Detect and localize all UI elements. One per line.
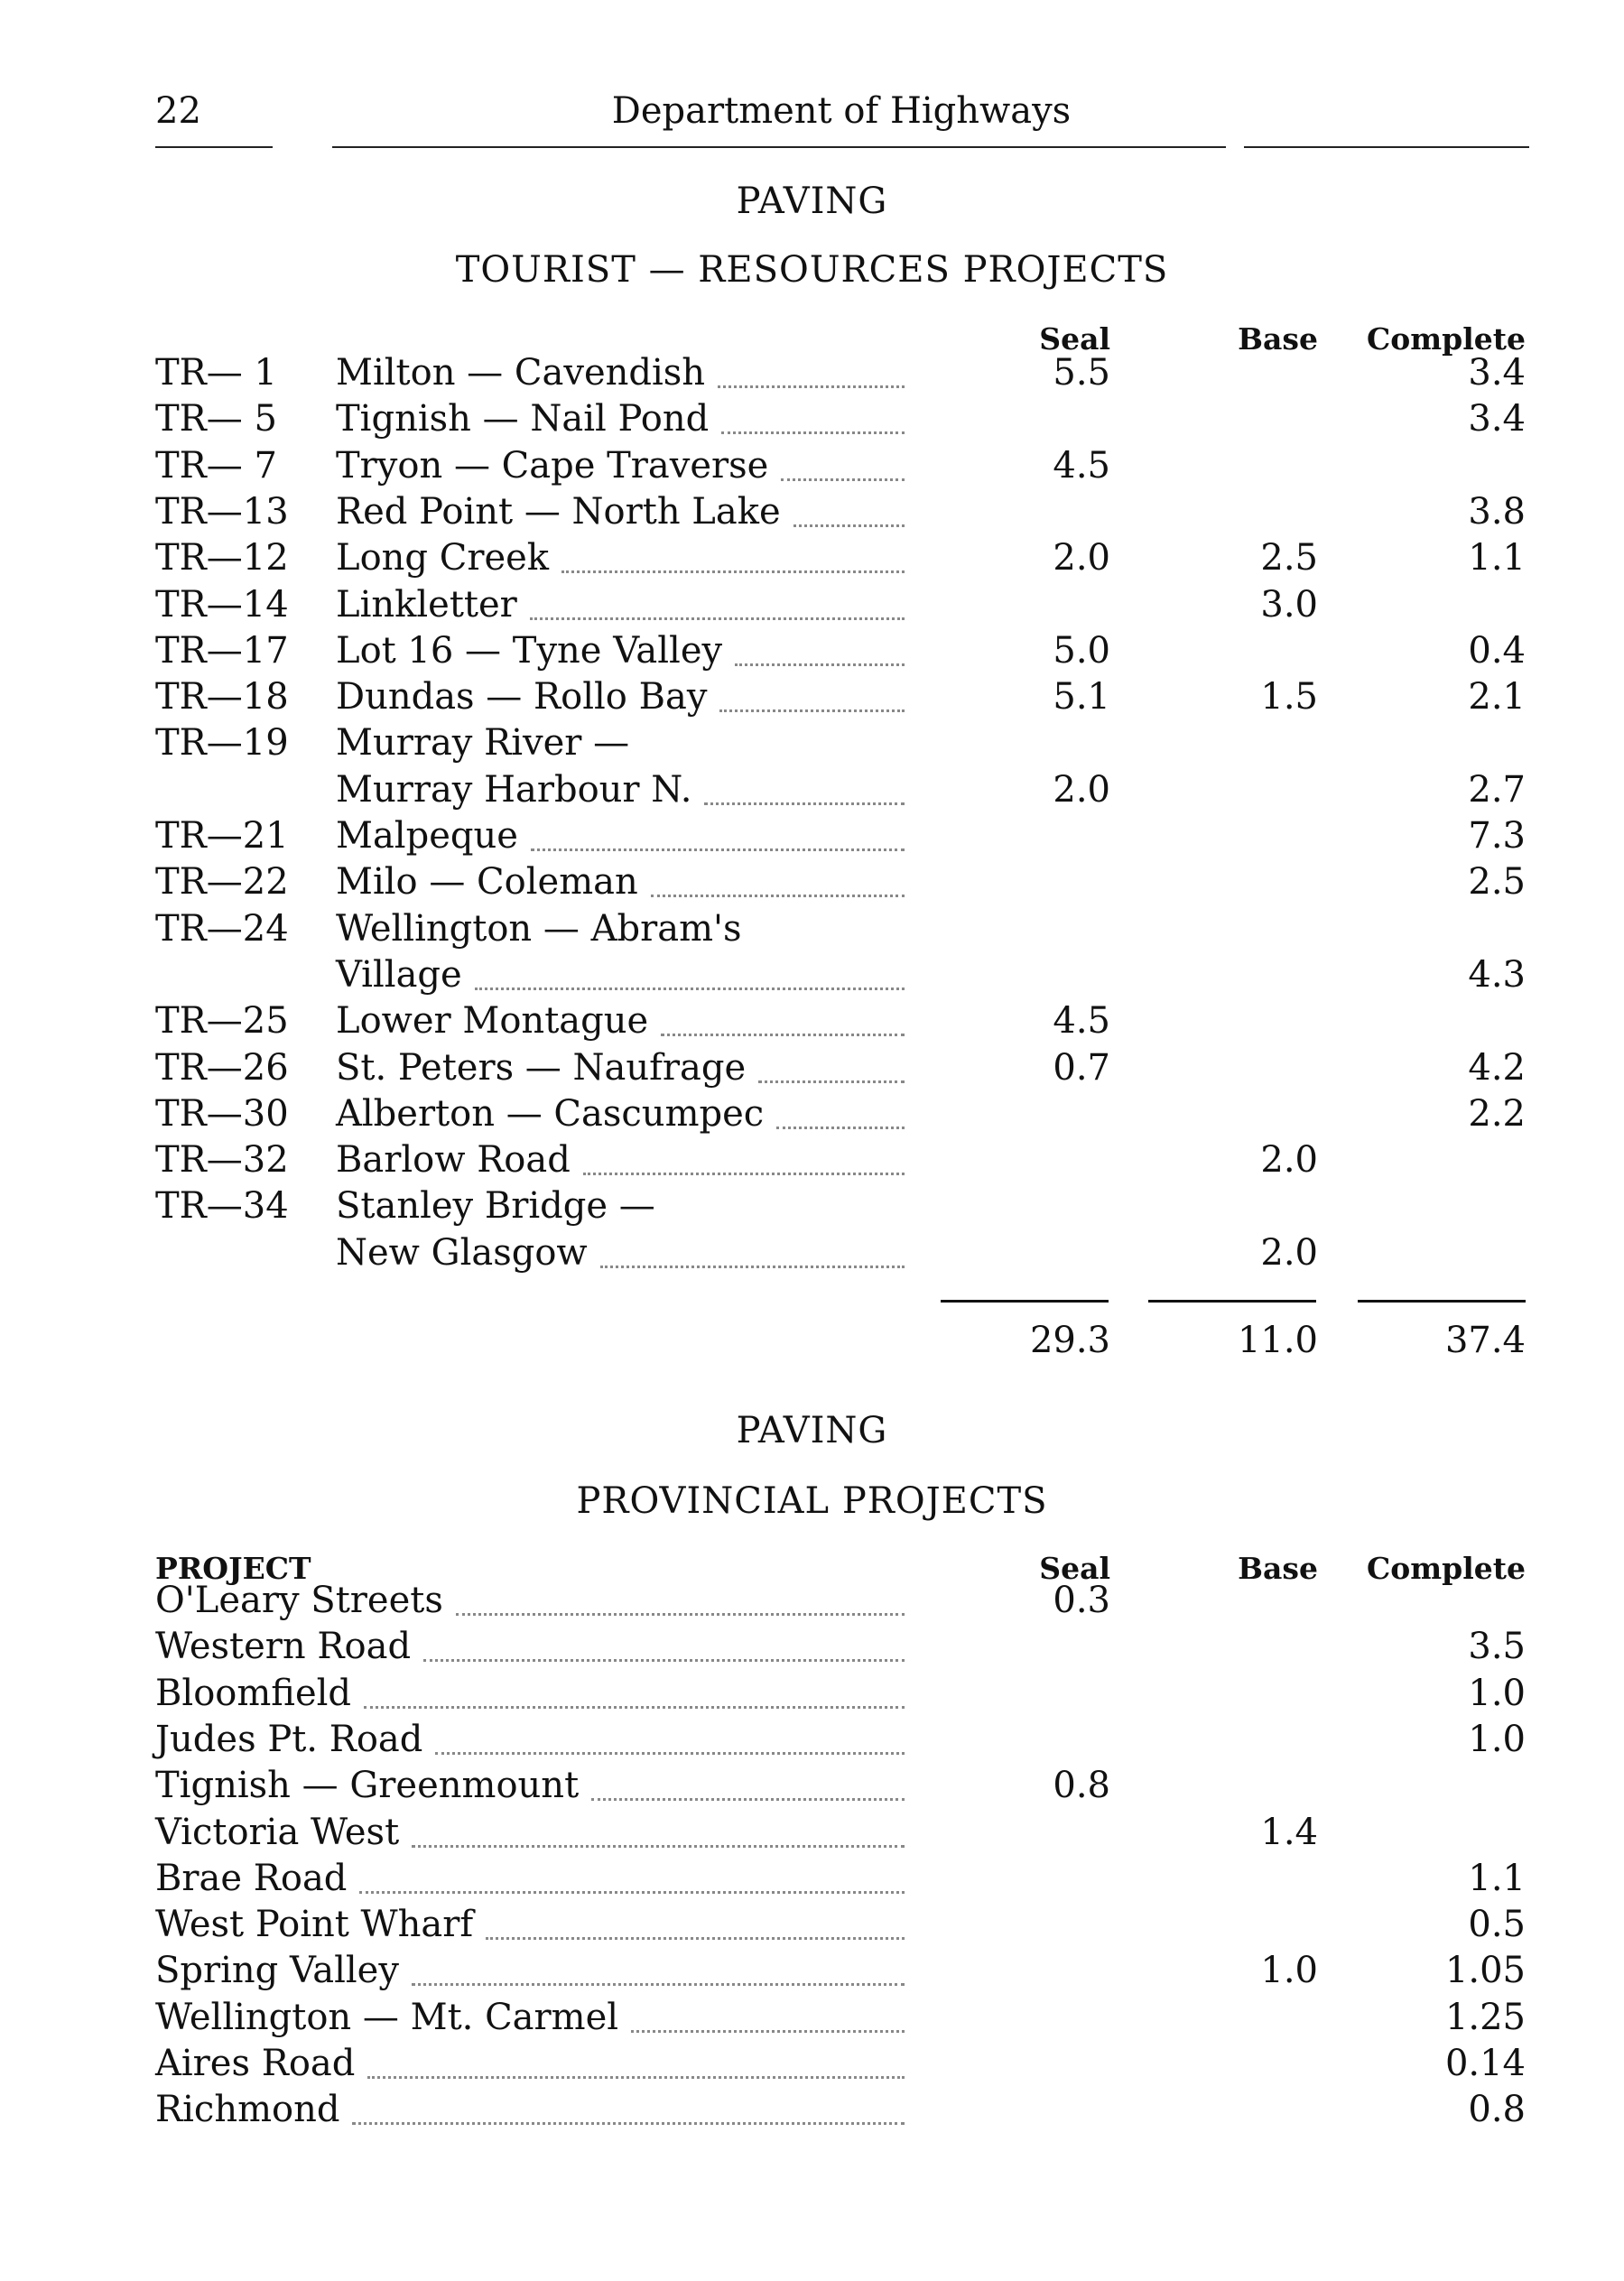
page-header [155, 90, 1527, 144]
project-name: Lower Montague [336, 1000, 905, 1047]
total-seal: 29.3 [1029, 1320, 1110, 1361]
complete-value: 2.1 [1468, 676, 1526, 719]
table-row [0, 1580, 1624, 1627]
leader-dots [781, 478, 905, 481]
complete-value: 4.2 [1468, 1046, 1526, 1089]
table-row [0, 815, 1624, 862]
table-row [0, 1232, 1624, 1279]
project-name: Lot 16 — Tyne Valley [336, 630, 905, 677]
leader-dots [530, 617, 905, 620]
leader-dots [661, 1034, 905, 1036]
project-name: Victoria West [155, 1812, 905, 1859]
complete-value: 3.4 [1468, 352, 1526, 394]
project-name: New Glasgow [336, 1232, 905, 1279]
project-name: O'Leary Streets [155, 1580, 905, 1627]
tourist-totals-row [0, 1320, 1624, 1367]
complete-value: 1.1 [1468, 1857, 1526, 1899]
base-value: 1.4 [1260, 1811, 1318, 1853]
complete-value: 7.3 [1468, 815, 1526, 857]
project-name: Malpeque [336, 815, 905, 862]
leader-dots [704, 802, 905, 805]
table-row [0, 861, 1624, 908]
header-rule [1244, 146, 1529, 148]
table-row [0, 1626, 1624, 1673]
provincial-col-base: Base [1238, 1551, 1318, 1586]
complete-value: 0.5 [1468, 1904, 1526, 1946]
tourist-section-subtitle: TOURIST — RESOURCES PROJECTS [455, 249, 1169, 291]
project-code: TR— 1 [155, 352, 277, 394]
project-name: Judes Pt. Road [155, 1719, 905, 1766]
leader-dots [352, 2122, 905, 2125]
table-row [0, 908, 1624, 955]
seal-value: 5.0 [1053, 629, 1110, 672]
project-code: TR—12 [155, 537, 289, 580]
project-name: Aires Road [155, 2043, 905, 2090]
table-row [0, 769, 1624, 816]
seal-value: 5.1 [1053, 676, 1110, 719]
leader-dots [583, 1173, 905, 1175]
leader-dots [423, 1659, 905, 1662]
table-row [0, 1858, 1624, 1905]
leader-dots [721, 431, 905, 434]
table-row [0, 1000, 1624, 1047]
project-code: TR—14 [155, 583, 289, 626]
leader-dots [591, 1798, 905, 1801]
leader-dots [631, 2030, 905, 2033]
project-name: Linkletter [336, 584, 905, 631]
table-row [0, 630, 1624, 677]
table-row [0, 491, 1624, 538]
total-base: 11.0 [1237, 1320, 1318, 1361]
provincial-col-project: PROJECT [155, 1551, 311, 1586]
table-row [0, 1950, 1624, 1997]
project-name: St. Peters — Naufrage [336, 1047, 905, 1094]
table-row [0, 445, 1624, 492]
project-name: Tryon — Cape Traverse [336, 445, 905, 492]
project-name: Barlow Road [336, 1139, 905, 1186]
project-name: Milo — Coleman [336, 861, 905, 908]
table-row [0, 954, 1624, 1001]
total-rule [1358, 1300, 1526, 1303]
leader-dots [364, 1706, 905, 1709]
project-name: Spring Valley [155, 1950, 905, 1997]
leader-dots [718, 385, 905, 388]
base-value: 2.0 [1260, 1139, 1318, 1182]
complete-value: 1.05 [1444, 1950, 1526, 1992]
leader-dots [486, 1937, 905, 1940]
complete-value: 1.0 [1468, 1718, 1526, 1760]
leader-dots [412, 1845, 905, 1848]
table-row [0, 584, 1624, 631]
project-name: Murray River — [336, 722, 630, 765]
tourist-col-seal: Seal [1039, 321, 1110, 357]
project-code: TR—32 [155, 1139, 289, 1182]
seal-value: 2.0 [1053, 768, 1110, 811]
complete-value: 0.8 [1468, 2089, 1526, 2131]
project-code: TR—18 [155, 676, 289, 719]
complete-value: 1.1 [1468, 537, 1526, 580]
project-name: Wellington — Mt. Carmel [155, 1997, 905, 2044]
table-row [0, 1673, 1624, 1720]
project-code: TR—34 [155, 1185, 289, 1228]
provincial-col-complete: Complete [1366, 1551, 1526, 1586]
table-row [0, 676, 1624, 723]
complete-value: 2.5 [1468, 861, 1526, 904]
project-code: TR— 5 [155, 398, 277, 440]
complete-value: 0.4 [1468, 629, 1526, 672]
seal-value: 2.0 [1053, 537, 1110, 580]
leader-dots [651, 895, 905, 897]
leader-dots [600, 1266, 905, 1268]
seal-value: 4.5 [1053, 444, 1110, 487]
table-row [0, 1812, 1624, 1859]
total-rule [1148, 1300, 1316, 1303]
project-name: Red Point — North Lake [336, 491, 905, 538]
project-name: Tignish — Nail Pond [336, 398, 905, 445]
table-row [0, 1765, 1624, 1812]
table-row [0, 2089, 1624, 2136]
table-row [0, 1093, 1624, 1140]
provincial-col-seal: Seal [1039, 1551, 1110, 1586]
project-name: West Point Wharf [155, 1904, 905, 1951]
leader-dots [359, 1891, 905, 1894]
total-rule [941, 1300, 1109, 1303]
complete-value: 4.3 [1468, 953, 1526, 996]
project-name: Alberton — Cascumpec [336, 1093, 905, 1140]
complete-value: 0.14 [1444, 2043, 1526, 2084]
tourist-section-title: PAVING [736, 181, 888, 222]
seal-value: 0.3 [1053, 1580, 1110, 1621]
project-name: Richmond [155, 2089, 905, 2136]
leader-dots [475, 988, 905, 990]
table-row [0, 1139, 1624, 1186]
project-name: Stanley Bridge — [336, 1185, 655, 1228]
project-name: Bloomfield [155, 1673, 905, 1720]
leader-dots [735, 663, 905, 666]
project-code: TR—19 [155, 722, 289, 765]
seal-value: 0.8 [1053, 1765, 1110, 1807]
project-name: Brae Road [155, 1858, 905, 1905]
project-name: Village [336, 954, 905, 1001]
project-code: TR— 7 [155, 444, 277, 487]
complete-value: 3.5 [1468, 1626, 1526, 1668]
project-name: Tignish — Greenmount [155, 1765, 905, 1812]
leader-dots [435, 1752, 905, 1755]
project-code: TR—22 [155, 861, 289, 904]
table-row [0, 1997, 1624, 2044]
leader-dots [412, 1983, 905, 1986]
leader-dots [793, 524, 905, 527]
base-value: 2.5 [1260, 537, 1318, 580]
base-value: 1.0 [1260, 1950, 1318, 1992]
table-row [0, 1185, 1624, 1232]
leader-dots [719, 709, 905, 712]
seal-value: 0.7 [1053, 1046, 1110, 1089]
project-code: TR—26 [155, 1046, 289, 1089]
project-name: Milton — Cavendish [336, 352, 905, 399]
complete-value: 2.2 [1468, 1092, 1526, 1135]
provincial-section-title: PAVING [736, 1410, 888, 1451]
project-name: Wellington — Abram's [336, 907, 742, 950]
table-row [0, 398, 1624, 445]
header-rule [332, 146, 1226, 148]
leader-dots [776, 1127, 905, 1129]
page-number: 22 [155, 90, 201, 132]
complete-value: 2.7 [1468, 768, 1526, 811]
total-complete: 37.4 [1444, 1320, 1526, 1361]
project-code: TR—30 [155, 1092, 289, 1135]
base-value: 2.0 [1260, 1231, 1318, 1274]
project-code: TR—21 [155, 815, 289, 857]
base-value: 1.5 [1260, 676, 1318, 719]
project-name: Dundas — Rollo Bay [336, 676, 905, 723]
table-row [0, 352, 1624, 399]
table-row [0, 1719, 1624, 1766]
leader-dots [456, 1613, 905, 1616]
base-value: 3.0 [1260, 583, 1318, 626]
leader-dots [531, 848, 905, 851]
project-code: TR—25 [155, 1000, 289, 1043]
project-code: TR—13 [155, 490, 289, 533]
table-row [0, 2043, 1624, 2090]
complete-value: 1.0 [1468, 1672, 1526, 1714]
table-row [0, 537, 1624, 584]
tourist-col-complete: Complete [1366, 321, 1526, 357]
table-row [0, 1904, 1624, 1951]
project-name: Murray Harbour N. [336, 769, 905, 816]
complete-value: 3.4 [1468, 398, 1526, 440]
leader-dots [758, 1080, 905, 1083]
running-title: Department of Highways [611, 90, 1072, 132]
leader-dots [561, 570, 905, 573]
complete-value: 1.25 [1444, 1996, 1526, 2038]
project-code: TR—24 [155, 907, 289, 950]
leader-dots [367, 2076, 905, 2079]
table-row [0, 1047, 1624, 1094]
table-row [0, 722, 1624, 769]
project-code: TR—17 [155, 629, 289, 672]
header-rule [155, 146, 273, 148]
provincial-section-subtitle: PROVINCIAL PROJECTS [576, 1480, 1048, 1522]
project-name: Long Creek [336, 537, 905, 584]
seal-value: 5.5 [1053, 352, 1110, 394]
complete-value: 3.8 [1468, 490, 1526, 533]
tourist-col-base: Base [1238, 321, 1318, 357]
project-name: Western Road [155, 1626, 905, 1673]
seal-value: 4.5 [1053, 1000, 1110, 1043]
